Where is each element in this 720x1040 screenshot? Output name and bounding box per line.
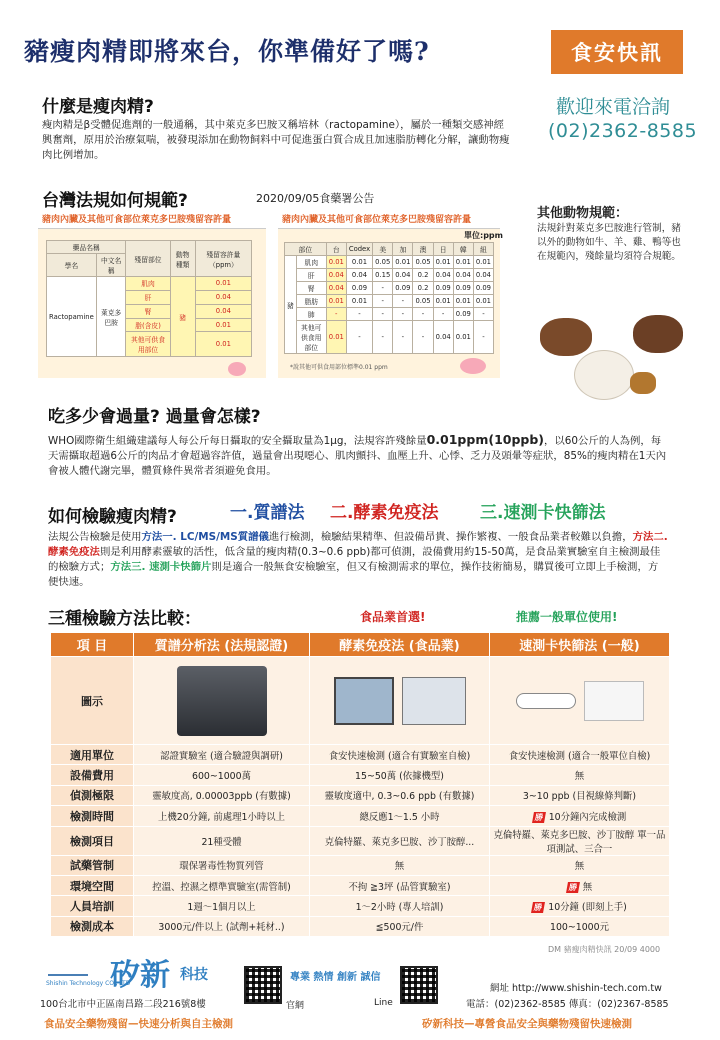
- region-header: 韓: [453, 243, 473, 256]
- rapid-test-cell: 3~10 ppb (目視線條判斷): [490, 785, 670, 805]
- rapid-test-cell: 無: [490, 855, 670, 875]
- row-label: 設備費用: [51, 765, 134, 785]
- image-row-label: 圖示: [51, 657, 134, 745]
- row-label: 偵測極限: [51, 785, 134, 805]
- company-motto: 專業 熱情 創新 誠信: [290, 972, 381, 983]
- cn-name-header: 中文名稱: [96, 254, 126, 277]
- limit-cell: 0.09: [473, 282, 493, 295]
- unit-label: 單位:ppm: [464, 231, 503, 240]
- mass-spec-cell: 21種受體: [134, 826, 310, 855]
- left-table-caption: 豬肉內臟及其他可食部位萊克多巴胺殘留容許量: [42, 215, 232, 225]
- limit-cell: -: [413, 321, 433, 354]
- limit-cell: -: [413, 308, 433, 321]
- animal-header: 動物種類: [170, 241, 195, 277]
- website-url[interactable]: 網址 http://www.shishin-tech.com.tw: [490, 983, 662, 994]
- rapid-test-cell: 勝 無: [490, 875, 670, 895]
- elisa-cell: 總反應1～1.5 小時: [310, 806, 490, 826]
- elisa-cell: 不拘 ≧3坪 (品管實驗室): [310, 875, 490, 895]
- comparison-table: [50, 632, 670, 937]
- animal-cell: 豬: [285, 256, 297, 354]
- method-3-label: 三.速測卡快篩法: [480, 503, 606, 523]
- section-what-title: 什麼是瘦肉精?: [42, 97, 154, 117]
- brand-suffix: 科技: [180, 967, 208, 983]
- contact-label: 歡迎來電洽詢: [556, 96, 671, 118]
- limit-cell: 0.04: [433, 269, 453, 282]
- row-label: 檢測時間: [51, 806, 134, 826]
- limit-cell: 0.15: [373, 269, 393, 282]
- table-row: [51, 896, 670, 916]
- part-cell: 腎: [296, 282, 326, 295]
- section-methods-title: 如何檢驗瘦肉精?: [48, 507, 177, 527]
- waveform-logo-icon: [48, 956, 88, 976]
- limit-cell: 0.01: [326, 295, 346, 308]
- qr-website-label: 官網: [286, 1001, 305, 1011]
- limit-cell: -: [373, 282, 393, 295]
- region-header: 日: [433, 243, 453, 256]
- part-cell: 脂(含皮): [126, 318, 170, 332]
- rapid-test-cell: 無: [490, 765, 670, 785]
- elisa-cell: 1～2小時 (專人培訓): [310, 896, 490, 916]
- elisa-cell: 無: [310, 855, 490, 875]
- right-regulation-table: [284, 242, 494, 354]
- part-cell: 肝: [296, 269, 326, 282]
- limit-cell: 0.01: [433, 295, 453, 308]
- brand-name: 矽新: [110, 958, 170, 993]
- limit-cell: -: [433, 308, 453, 321]
- sheep-icon: [574, 350, 634, 400]
- elisa-computer-image: [334, 677, 394, 725]
- section-overdose-title: 吃多少會過量? 過量會怎樣?: [48, 407, 261, 427]
- mass-spectrometer-image: [177, 666, 267, 736]
- table-row: [51, 785, 670, 805]
- limit-cell: 0.01: [393, 256, 413, 269]
- limit-cell: 0.04: [346, 269, 372, 282]
- limit-cell: 0.01: [473, 295, 493, 308]
- table-row: [51, 916, 670, 936]
- limit-cell: 0.01: [195, 318, 251, 332]
- limit-cell: 0.05: [373, 256, 393, 269]
- limit-cell: 0.01: [326, 256, 346, 269]
- limit-cell: 0.01: [453, 295, 473, 308]
- regulation-date: 2020/09/05食藥署公告: [256, 192, 375, 205]
- row-label: 適用單位: [51, 745, 134, 765]
- goat-icon: [630, 372, 656, 394]
- limit-cell: 0.05: [413, 295, 433, 308]
- compare-header: 速測卡快篩法 (一般): [490, 633, 670, 657]
- part-cell: 腎: [126, 304, 170, 318]
- elisa-cell: ≦500元/件: [310, 916, 490, 936]
- general-unit-note: 推薦一般單位使用!: [516, 610, 618, 624]
- phone-fax: 電話：(02)2362-8585 傳真：(02)2367-8585: [466, 999, 669, 1010]
- limit-cell: 0.09: [346, 282, 372, 295]
- drug-cn-name: 萊克多巴胺: [96, 277, 126, 357]
- method-1-label: 一.質譜法: [230, 503, 305, 523]
- pig-icon: [228, 362, 246, 376]
- other-animals-title: 其他動物規範：: [537, 206, 629, 221]
- limit-cell: -: [473, 321, 493, 354]
- limit-cell: 0.01: [195, 277, 251, 291]
- part-header: 殘留部位: [126, 241, 170, 277]
- region-header: 台: [326, 243, 346, 256]
- limit-cell: 0.04: [453, 269, 473, 282]
- dm-code: DM 豬瘦肉精快訊 20/09 4000: [548, 945, 661, 954]
- limit-cell: 0.2: [413, 282, 433, 295]
- limit-cell: 0.01: [346, 295, 372, 308]
- limit-cell: 0.04: [326, 282, 346, 295]
- region-header: 澳: [413, 243, 433, 256]
- elisa-cell: 靈敏度適中, 0.3~0.6 ppb (有數據): [310, 785, 490, 805]
- section-overdose-body: WHO國際衛生組織建議每人每公斤每日攝取的安全攝取量為1μg，法規容許殘餘量0.01ppm(10ppb)，以60公斤的人為例，每天需攝取超過6公斤的肉品才會超過容許值，過量會出現噁心、肌肉顫抖、血壓上升、心悸、乏力及頭暈等症狀，85%的瘦肉精在1天內會被人體代謝完畢，體質條件異常者須避免食用。: [48, 432, 667, 477]
- cow-icon: [540, 318, 592, 356]
- row-label: 檢測項目: [51, 826, 134, 855]
- limit-cell: -: [373, 321, 393, 354]
- mass-spec-cell: 1週～1個月以上: [134, 896, 310, 916]
- part-cell: 脂肪: [296, 295, 326, 308]
- limit-cell: -: [393, 308, 413, 321]
- qr-code-website[interactable]: [244, 966, 282, 1004]
- win-tag: 勝: [532, 812, 546, 823]
- method-2-label: 二.酵素免疫法: [330, 503, 439, 523]
- limit-cell: -: [346, 321, 372, 354]
- row-label: 環境空間: [51, 875, 134, 895]
- pig-icon: [460, 358, 486, 374]
- limit-cell: -: [346, 308, 372, 321]
- limit-cell: 0.01: [326, 321, 346, 354]
- limit-cell: 0.04: [473, 269, 493, 282]
- row-label: 檢測成本: [51, 916, 134, 936]
- qr-code-line[interactable]: [400, 966, 438, 1004]
- left-regulation-table: [46, 240, 252, 357]
- limit-header: 殘留容許量（ppm）: [195, 241, 251, 277]
- limit-cell: -: [326, 308, 346, 321]
- rapid-test-cell: 勝 10分鐘內完成檢測: [490, 806, 670, 826]
- row-label: 試藥管制: [51, 855, 134, 875]
- limit-cell: 0.04: [326, 269, 346, 282]
- rapid-test-cell: 食安快速檢測 (適合一般單位自檢): [490, 745, 670, 765]
- rapid-test-cell: 克倫特羅、萊克多巴胺、沙丁胺醇 單一品項測試、三合一: [490, 826, 670, 855]
- limit-cell: 0.09: [453, 308, 473, 321]
- animal-cell: 豬: [170, 277, 195, 357]
- limit-cell: -: [393, 321, 413, 354]
- part-cell: 其他可供食用部位: [296, 321, 326, 354]
- elisa-cell: 15~50萬 (依據機型): [310, 765, 490, 785]
- mass-spec-cell: 3000元/件以上 (試劑+耗材..): [134, 916, 310, 936]
- test-kit-image: [584, 681, 644, 721]
- limit-cell: 0.01: [453, 321, 473, 354]
- rapid-test-cell: 100~1000元: [490, 916, 670, 936]
- page-title: 豬瘦肉精即將來台，你準備好了嗎?: [24, 37, 430, 66]
- row-label: 人員培訓: [51, 896, 134, 916]
- region-header: 加: [393, 243, 413, 256]
- other-animals-body: 法規針對萊克多巴胺進行管制，豬以外的動物如牛、羊、雞、鴨等也在規範內，殘餘量均須符合規範。: [537, 223, 681, 262]
- limit-cell: -: [393, 295, 413, 308]
- limit-cell: 0.09: [393, 282, 413, 295]
- section-regulation-title: 台灣法規如何規範?: [42, 191, 188, 211]
- compare-header: 酵素免疫法 (食品業): [310, 633, 490, 657]
- limit-cell: -: [373, 308, 393, 321]
- limit-cell: -: [473, 308, 493, 321]
- test-card-image: [516, 693, 576, 709]
- compare-header: 質譜分析法 (法規認證): [134, 633, 310, 657]
- brand-en: Shishin Technology CO., LTD: [46, 980, 131, 987]
- mass-spec-cell: 靈敏度高, 0.00003ppb (有數據): [134, 785, 310, 805]
- limit-cell: 0.01: [473, 256, 493, 269]
- limit-cell: 0.04: [393, 269, 413, 282]
- mass-spec-cell: 控溫、控濕之標準實驗室(需管制): [134, 875, 310, 895]
- limit-cell: 0.04: [195, 290, 251, 304]
- region-header: 美: [373, 243, 393, 256]
- region-header: Codex: [346, 243, 372, 256]
- elisa-cell: 克倫特羅、萊克多巴胺、沙丁胺醇...: [310, 826, 490, 855]
- limit-cell: 0.2: [413, 269, 433, 282]
- qr-line-label: Line: [374, 998, 393, 1008]
- part-cell: 肌肉: [296, 256, 326, 269]
- limit-cell: 0.01: [453, 256, 473, 269]
- limit-cell: 0.01: [346, 256, 372, 269]
- contact-phone[interactable]: (02)2362-8585: [548, 120, 698, 142]
- region-header: 紐: [473, 243, 493, 256]
- limit-cell: 0.09: [453, 282, 473, 295]
- part-cell: 其他可供食用部位: [126, 332, 170, 357]
- table-row: [51, 765, 670, 785]
- right-table-caption: 豬肉內臟及其他可食部位萊克多巴胺殘留容許量: [282, 215, 472, 225]
- limit-cell: -: [373, 295, 393, 308]
- limit-cell: 0.01: [433, 256, 453, 269]
- part-cell: 肺: [296, 308, 326, 321]
- limit-cell: 0.05: [413, 256, 433, 269]
- rapid-test-cell: 勝 10分鐘 (即刻上手): [490, 896, 670, 916]
- table-row: [51, 745, 670, 765]
- food-safety-badge: 食安快訊: [551, 30, 683, 74]
- table-row: [51, 806, 670, 826]
- elisa-reader-image: [402, 677, 466, 725]
- win-tag: 勝: [566, 882, 580, 893]
- food-industry-note: 食品業首選!: [360, 610, 426, 624]
- elisa-cell: 食安快速檢測 (適合有實驗室自檢): [310, 745, 490, 765]
- compare-header: 項 目: [51, 633, 134, 657]
- win-tag: 勝: [531, 902, 545, 913]
- part-cell: 肝: [126, 290, 170, 304]
- table-row: [51, 826, 670, 855]
- limit-cell: 0.09: [433, 282, 453, 295]
- bull-icon: [633, 315, 683, 353]
- section-methods-body: 法規公告檢驗是使用方法一. LC/MS/MS質譜儀進行檢測，檢驗結果精準、但設備昂貴、操作繁複、一般食品業者較難以負擔，方法二. 酵素免疫法則是利用酵素靈敏的活性，低含量的瘦肉精(0.3~0.6 ppb)都可偵測，設備費用約15-50萬，是食品業實驗室自主檢測最佳的檢驗方式；方法三. 速測卡快篩片則是適合一般無食安檢驗室，但又有檢測需求的單位，操作技術簡易，購買後可立即上手檢測，方便快速。: [48, 531, 668, 588]
- right-table-note: *說其他可供食用部位標準0.01 ppm: [290, 364, 388, 371]
- mass-spec-cell: 認證實驗室 (適合驗證與調研): [134, 745, 310, 765]
- mass-spec-cell: 上機20分鐘, 前處理1小時以上: [134, 806, 310, 826]
- limit-cell: 0.01: [195, 332, 251, 357]
- section-what-body: 瘦肉精是β受體促進劑的一般通稱，其中萊克多巴胺又稱培林（ractopamine），屬於一種類交感神經興奮劑，原用於治療氣喘，被發現添加在動物飼料中可促進蛋白質合成且加速脂肪轉化分解，讓動物瘦肉比例增加。: [42, 119, 510, 161]
- limit-cell: 0.04: [195, 304, 251, 318]
- sci-name-header: 學名: [47, 254, 97, 277]
- mass-spec-cell: 環保署毒性物質列管: [134, 855, 310, 875]
- region-header: 部位: [285, 243, 327, 256]
- footer-slogan-left: 食品安全藥物殘留—快速分析與自主檢測: [44, 1018, 233, 1030]
- section-compare-title: 三種檢驗方法比較：: [48, 609, 201, 629]
- limit-cell: 0.04: [433, 321, 453, 354]
- drug-name: Ractopamine: [47, 277, 97, 357]
- table-row: [51, 875, 670, 895]
- mass-spec-cell: 600~1000萬: [134, 765, 310, 785]
- table-row: [51, 855, 670, 875]
- footer-slogan-right: 矽新科技—專營食品安全與藥物殘留快速檢測: [422, 1018, 632, 1030]
- company-address: 100台北市中正區南昌路二段216號8樓: [40, 999, 206, 1010]
- drug-header: 藥品名稱: [47, 241, 126, 254]
- part-cell: 肌肉: [126, 277, 170, 291]
